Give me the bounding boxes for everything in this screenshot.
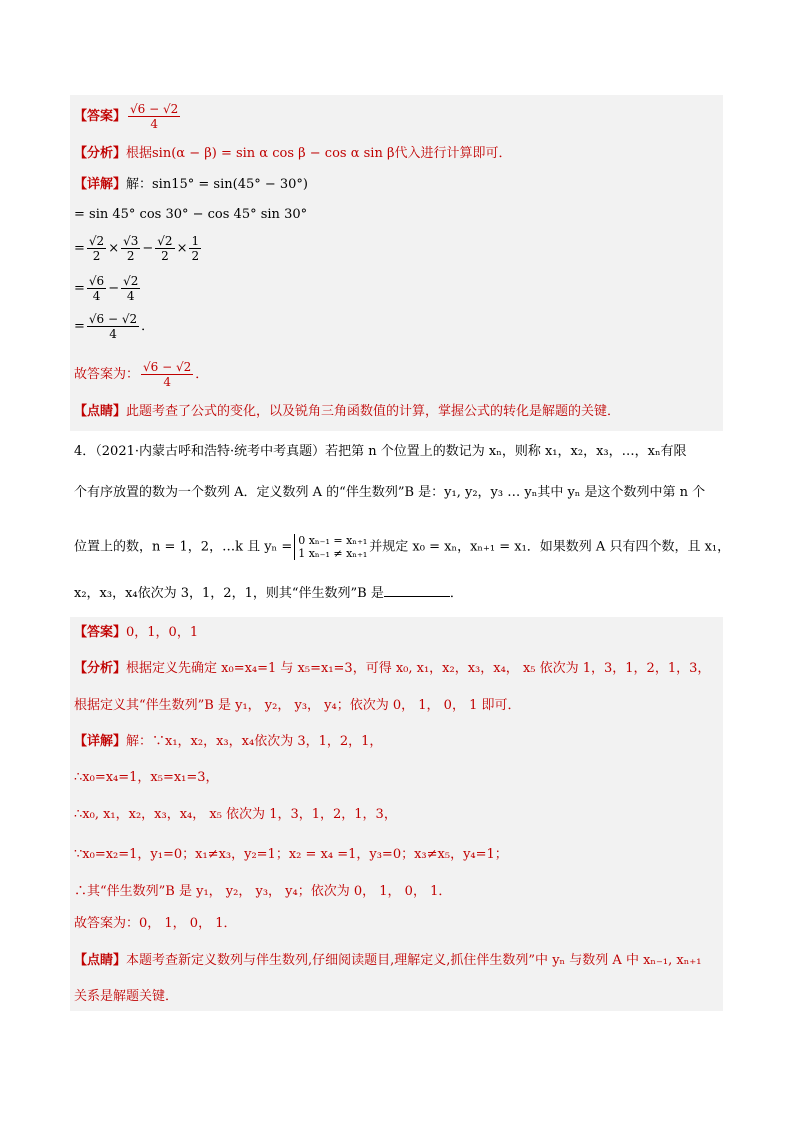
detail-text-1: 解：sin15° = sin(45° − 30°) (126, 177, 309, 192)
detail-line-2c: ∴x₀, x₁，x₂，x₃，x₄， x₅ 依次为 1，3，1，2，1，3， (74, 807, 397, 822)
final-answer-line-1: 故答案为： $\frac{√6 - √2}{4}$ ． (74, 360, 209, 389)
question-4-line-4: x₂，x₃，x₄依次为 3，1，2，1，则其“伴生数列”B 是 ． (74, 586, 463, 601)
detail-line-3: = $\frac{√2}{2}$ × $\frac{√3}{2}$ − $\frac{√2}{2}$ × $\frac{1}{2}$ (74, 234, 200, 263)
detail-line-2d: ∵x₀=x₂=1，y₁=0；x₁≠x₃，y₂=1；x₂ = x₄ =1，y₃=0；x₃≠x₅，y₄=1； (74, 847, 508, 862)
analysis-line-2a: 【分析】根据定义先确定 x₀=x₄=1 与 x₅=x₁=3，可得 x₀, x₁，x₂，x₃，x₄， x₅ 依次为 1，3，1，2，1，3， (74, 661, 711, 676)
question-4-line-1: 4．（2021·内蒙古呼和浩特·统考中考真题）若把第 n 个位置上的数记为 xₙ，则称 x₁，x₂，x₃，…，xₙ有限 (74, 444, 687, 459)
detail-line-2b: ∴x₀=x₄=1，x₅=x₁=3， (74, 770, 219, 785)
detail-line-2: = sin 45° cos 30° − cos 45° sin 30° (74, 207, 308, 222)
analysis-text: 根据sin(α − β) = sin α cos β − cos α sin β代入进行计算即可． (126, 146, 512, 161)
answer-fraction: $\frac{√6 - √2}{4}$ (130, 102, 179, 131)
answer-line-2: 【答案】0，1，0，1 (74, 625, 199, 640)
detail-line-5: = $\frac{√6 - √2}{4}$ ． (74, 312, 155, 341)
final-answer-line-2: 故答案为：0， 1， 0， 1． (74, 916, 237, 931)
detail-tag: 【详解】 (74, 177, 127, 192)
detail-line-2e: ∴其“伴生数列”B 是 y₁， y₂， y₃， y₄；依次为 0， 1， 0， 1． (74, 884, 452, 899)
comment-line-2b: 关系是解题关键． (74, 989, 179, 1004)
analysis-tag: 【分析】 (74, 146, 127, 161)
comment-text: 此题考查了公式的变化，以及锐角三角函数值的计算，掌握公式的转化是解题的关键． (126, 404, 621, 419)
answer-line-1 (74, 102, 182, 131)
detail-line-4: = $\frac{√6}{4}$ − $\frac{√2}{4}$ (74, 274, 139, 303)
answer-blank (384, 584, 450, 597)
detail-line-1 (74, 176, 308, 194)
comment-tag: 【点睛】 (74, 404, 127, 419)
analysis-line-2b: 根据定义其“伴生数列”B 是 y₁， y₂， y₃， y₄；依次为 0， 1， 0， 1 即可． (74, 698, 521, 713)
comment-line-2a: 【点睛】本题考查新定义数列与伴生数列,仔细阅读题目,理解定义,抓住伴生数列”中 yₙ 与数列 A 中 xₙ₋₁, xₙ₊₁ (74, 953, 702, 968)
detail-line-2a: 【详解】解：∵x₁，x₂，x₃，x₄依次为 3，1，2，1， (74, 734, 383, 749)
question-4-line-2: 个有序放置的数为一个数列 A．定义数列 A 的“伴生数列”B 是：y₁, y₂，y₃ … yₙ其中 yₙ 是这个数列中第 n 个 (74, 485, 706, 500)
analysis-line-1 (74, 145, 511, 163)
piecewise-brace: 0 xₙ₋₁ = xₙ₊₁ 1 xₙ₋₁ ≠ xₙ₊₁ (294, 534, 367, 560)
answer-tag: 【答案】 (74, 109, 127, 124)
question-4-line-3: 位置上的数，n = 1，2，…k 且 yₙ = 0 xₙ₋₁ = xₙ₊₁ 1 xₙ₋₁ ≠ xₙ₊₁ 并规定 x₀ = xₙ，xₙ₊₁ = x₁．如果数列 A 只有四个数，且 x₁， (74, 534, 731, 560)
comment-line-1 (74, 403, 620, 421)
